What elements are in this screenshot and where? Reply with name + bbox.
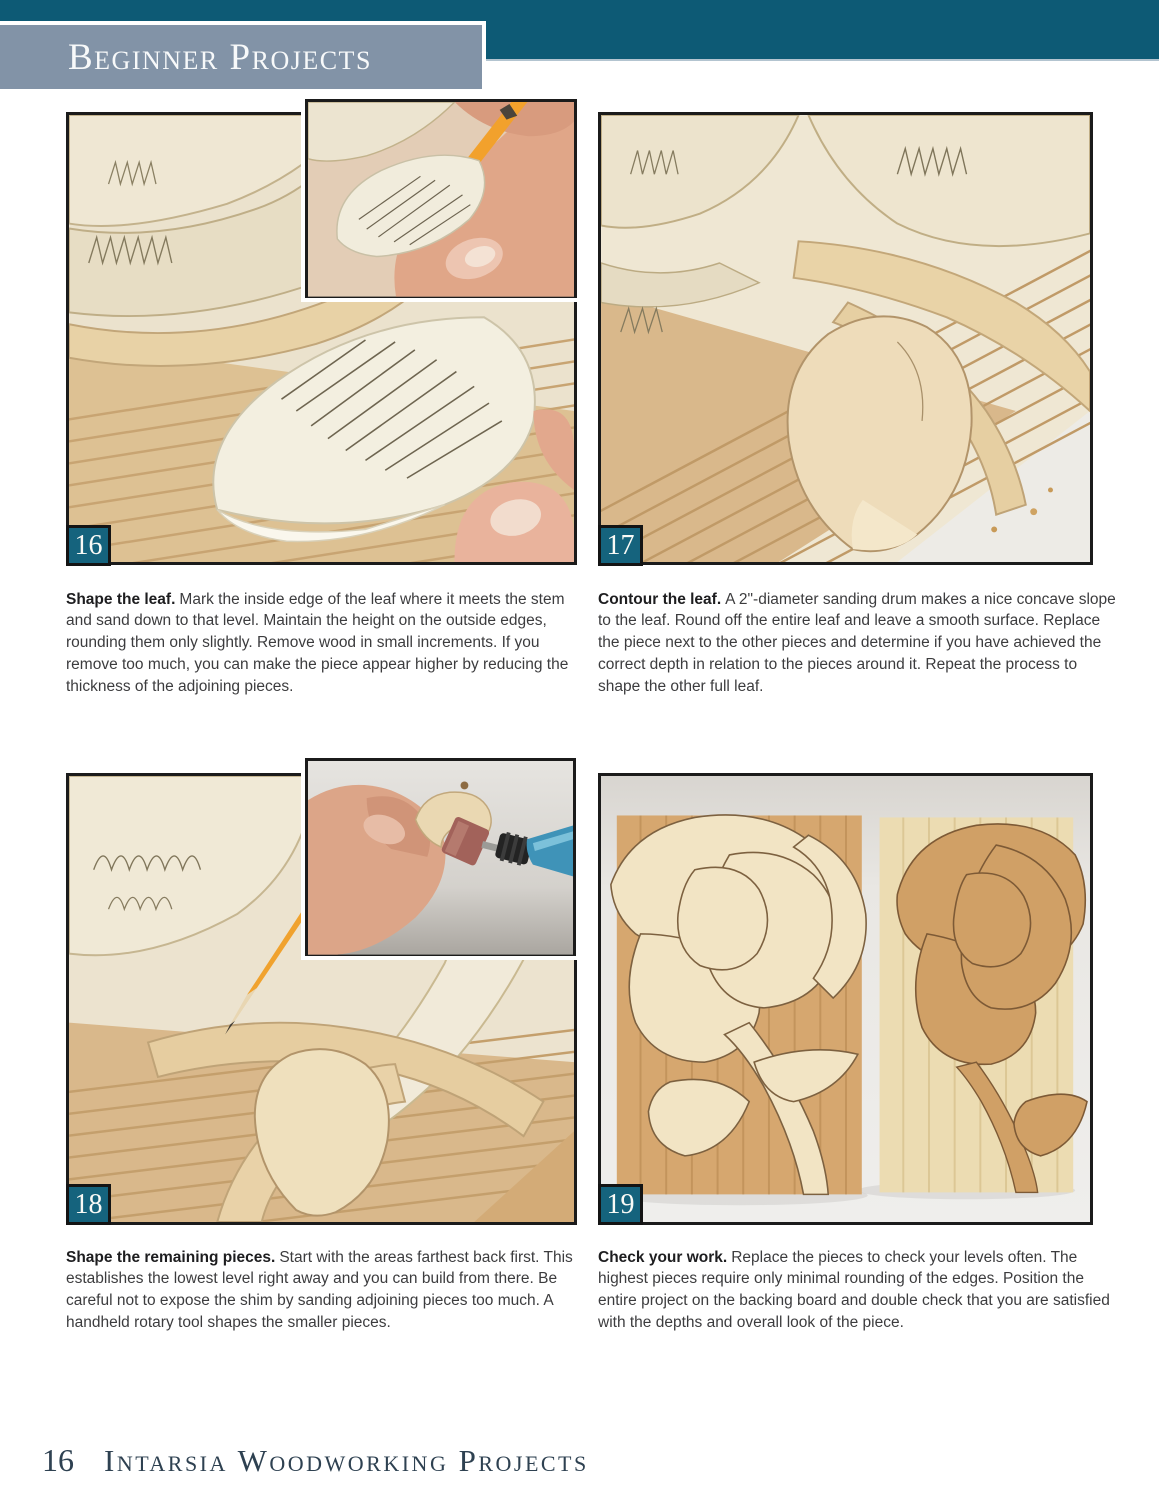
step-caption-17 <box>598 589 1120 698</box>
inset-16-illustration <box>308 102 574 297</box>
step-number: 16 <box>74 529 103 561</box>
step-badge-17 <box>598 525 643 566</box>
caption-body: Mark the inside edge of the leaf where it meets the stem and sand down to that level. Maintain the height on the outside edges, rounding them only slightly. Remove wood in small increments. If you remove too much, you can make the piece appear higher by reducing the thickness of the adjoining pieces. <box>66 590 569 695</box>
step-photo-19 <box>598 773 1093 1225</box>
step-caption-19 <box>598 1247 1120 1334</box>
step-caption-18 <box>66 1247 584 1334</box>
page-number: 16 <box>42 1442 74 1478</box>
caption-lead: Shape the remaining pieces. <box>66 1248 276 1266</box>
page-title: Beginner Projects <box>68 36 372 78</box>
caption-lead: Check your work. <box>598 1248 728 1266</box>
step-photo-17 <box>598 112 1093 565</box>
inset-18-illustration <box>308 761 573 955</box>
step-badge-19 <box>598 1184 643 1225</box>
step-caption-16 <box>66 589 584 698</box>
page-footer <box>42 1442 589 1479</box>
caption-body: Start with the areas farthest back first. This establishes the lowest level right away and you can build from there. Be careful not to expose the shim by sanding adjoining pieces too much. A handheld rotary tool shapes the smaller pieces. <box>66 1248 573 1331</box>
photo-17-illustration <box>601 115 1090 562</box>
header-banner <box>0 21 486 93</box>
step-badge-16 <box>66 525 111 566</box>
caption-lead: Contour the leaf. <box>598 590 722 608</box>
step-number: 17 <box>606 529 635 561</box>
caption-body: Replace the pieces to check your levels often. The highest pieces require only minimal rounding of the edges. Position the entire project on the backing board and double check that you are satisfied with the depths and overall look of the piece. <box>598 1248 1110 1331</box>
step-number: 19 <box>606 1188 635 1220</box>
caption-lead: Shape the leaf. <box>66 590 176 608</box>
book-title: Intarsia Woodworking Projects <box>104 1443 589 1478</box>
step-badge-18 <box>66 1184 111 1225</box>
caption-body: A 2"-diameter sanding drum makes a nice concave slope to the leaf. Round off the entire leaf and leave a smooth surface. Replace the piece next to the other pieces and determine if you have achieved the correct depth in relation to the pieces around it. Repeat the process to shape the other full leaf. <box>598 590 1116 695</box>
photo-19-illustration <box>601 776 1090 1222</box>
inset-photo-18 <box>305 758 576 956</box>
step-number: 18 <box>74 1188 103 1220</box>
inset-photo-16 <box>305 99 577 298</box>
